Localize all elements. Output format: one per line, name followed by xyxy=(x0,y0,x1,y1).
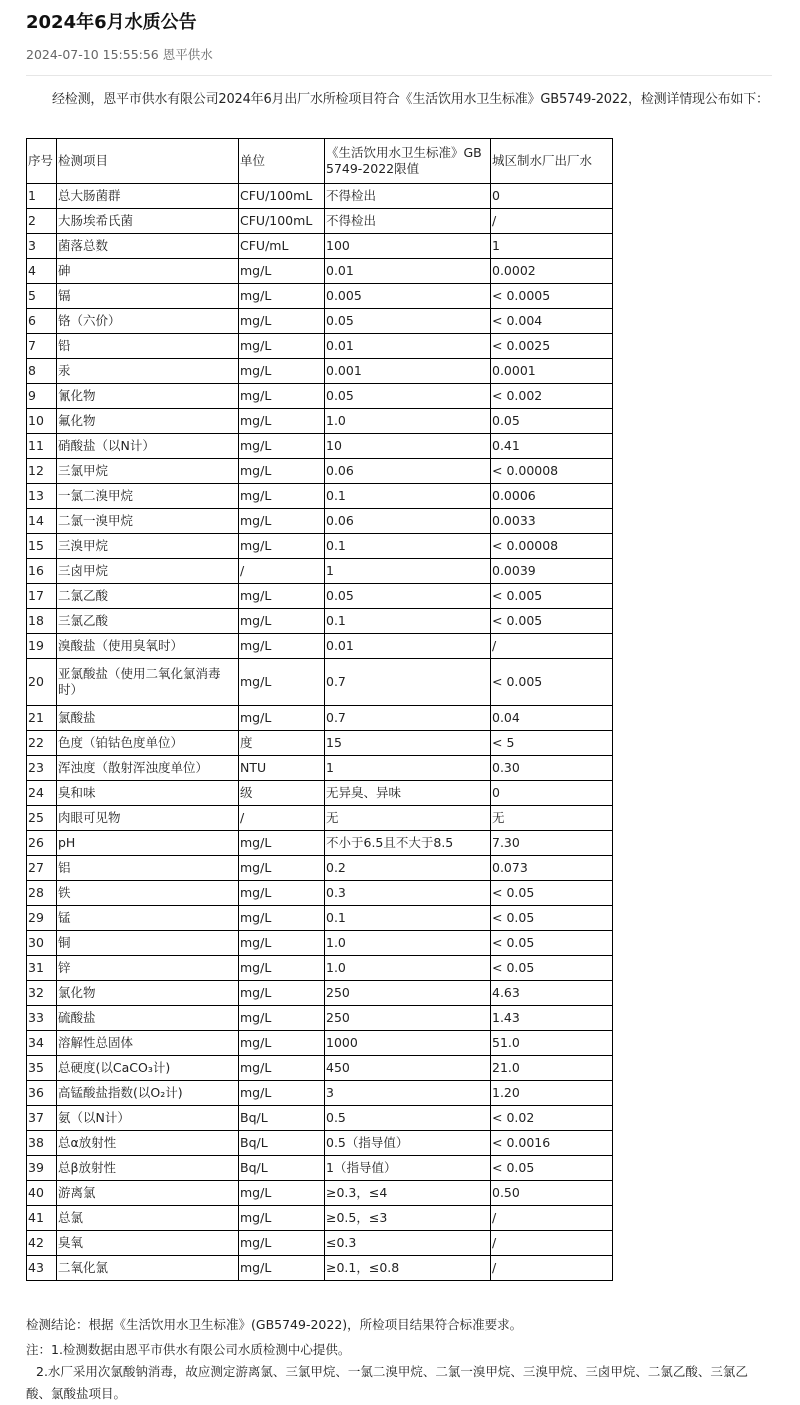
cell-item: 铜 xyxy=(57,931,239,956)
cell-limit: 10 xyxy=(325,434,491,459)
cell-index: 27 xyxy=(27,856,57,881)
cell-index: 11 xyxy=(27,434,57,459)
cell-limit: 1.0 xyxy=(325,931,491,956)
cell-limit: ≤0.3 xyxy=(325,1231,491,1256)
article-title: 2024年6月水质公告 xyxy=(26,12,197,33)
cell-item: 总硬度(以CaCO₃计) xyxy=(57,1056,239,1081)
table-row xyxy=(27,259,613,284)
cell-unit: mg/L xyxy=(239,659,325,706)
table-row xyxy=(27,1206,613,1231)
cell-unit: mg/L xyxy=(239,881,325,906)
table-row xyxy=(27,831,613,856)
header-index: 序号 xyxy=(27,139,57,184)
cell-index: 6 xyxy=(27,309,57,334)
cell-index: 10 xyxy=(27,409,57,434)
cell-unit: mg/L xyxy=(239,484,325,509)
cell-item: 大肠埃希氏菌 xyxy=(57,209,239,234)
cell-result: 0.0033 xyxy=(491,509,613,534)
cell-limit: 0.05 xyxy=(325,384,491,409)
cell-index: 41 xyxy=(27,1206,57,1231)
cell-result: 0.0001 xyxy=(491,359,613,384)
table-row xyxy=(27,359,613,384)
table-row xyxy=(27,931,613,956)
cell-index: 4 xyxy=(27,259,57,284)
table-row xyxy=(27,484,613,509)
cell-limit: 1.0 xyxy=(325,956,491,981)
cell-item: 砷 xyxy=(57,259,239,284)
cell-item: 色度（铂钴色度单位） xyxy=(57,731,239,756)
cell-item: 氯化物 xyxy=(57,981,239,1006)
table-row xyxy=(27,1231,613,1256)
cell-unit: mg/L xyxy=(239,1081,325,1106)
cell-limit: 1 xyxy=(325,756,491,781)
cell-limit: 0.5（指导值） xyxy=(325,1131,491,1156)
cell-unit: mg/L xyxy=(239,956,325,981)
article-meta xyxy=(26,45,213,63)
cell-index: 16 xyxy=(27,559,57,584)
header-standard-limit: 《生活饮用水卫生标准》GB 5749-2022限值 xyxy=(325,139,491,184)
cell-limit: 100 xyxy=(325,234,491,259)
cell-unit: / xyxy=(239,806,325,831)
cell-item: 锰 xyxy=(57,906,239,931)
cell-item: 铁 xyxy=(57,881,239,906)
cell-unit: mg/L xyxy=(239,634,325,659)
cell-item: 臭氧 xyxy=(57,1231,239,1256)
cell-limit: 0.5 xyxy=(325,1106,491,1131)
cell-item: 硫酸盐 xyxy=(57,1006,239,1031)
cell-limit: 0.3 xyxy=(325,881,491,906)
cell-limit: 450 xyxy=(325,1056,491,1081)
table-row xyxy=(27,659,613,706)
cell-result: / xyxy=(491,634,613,659)
table-row xyxy=(27,1156,613,1181)
table-row xyxy=(27,634,613,659)
cell-unit: mg/L xyxy=(239,906,325,931)
cell-item: 三溴甲烷 xyxy=(57,534,239,559)
cell-limit: 0.06 xyxy=(325,509,491,534)
cell-unit: CFU/100mL xyxy=(239,184,325,209)
table-row xyxy=(27,334,613,359)
cell-item: 铝 xyxy=(57,856,239,881)
cell-index: 17 xyxy=(27,584,57,609)
cell-item: 总α放射性 xyxy=(57,1131,239,1156)
table-row xyxy=(27,384,613,409)
cell-result: 0 xyxy=(491,184,613,209)
cell-item: 一氯二溴甲烷 xyxy=(57,484,239,509)
cell-limit: 不小于6.5且不大于8.5 xyxy=(325,831,491,856)
cell-unit: mg/L xyxy=(239,384,325,409)
table-row xyxy=(27,609,613,634)
cell-result: < 0.0005 xyxy=(491,284,613,309)
cell-unit: 度 xyxy=(239,731,325,756)
table-row xyxy=(27,1256,613,1281)
cell-limit: 0.7 xyxy=(325,706,491,731)
cell-unit: mg/L xyxy=(239,1031,325,1056)
cell-index: 25 xyxy=(27,806,57,831)
cell-unit: mg/L xyxy=(239,534,325,559)
cell-index: 13 xyxy=(27,484,57,509)
cell-index: 14 xyxy=(27,509,57,534)
cell-index: 26 xyxy=(27,831,57,856)
cell-item: 二氯乙酸 xyxy=(57,584,239,609)
table-row xyxy=(27,434,613,459)
cell-limit: 250 xyxy=(325,1006,491,1031)
cell-result: 1 xyxy=(491,234,613,259)
cell-result: 0.0006 xyxy=(491,484,613,509)
cell-index: 31 xyxy=(27,956,57,981)
cell-index: 34 xyxy=(27,1031,57,1056)
note-2: 2.水厂采用次氯酸钠消毒，故应测定游离氯、三氯甲烷、一氯二溴甲烷、二氯一溴甲烷、三溴甲烷、三卤甲烷、二氯乙酸、三氯乙酸、氯酸盐项目。 xyxy=(26,1364,748,1401)
cell-unit: mg/L xyxy=(239,1231,325,1256)
header-divider xyxy=(26,75,772,76)
cell-result: < 0.02 xyxy=(491,1106,613,1131)
table-row xyxy=(27,534,613,559)
cell-index: 39 xyxy=(27,1156,57,1181)
cell-item: 三氯甲烷 xyxy=(57,459,239,484)
cell-unit: mg/L xyxy=(239,359,325,384)
cell-unit: mg/L xyxy=(239,609,325,634)
cell-item: 汞 xyxy=(57,359,239,384)
cell-unit: mg/L xyxy=(239,706,325,731)
cell-limit: 0.06 xyxy=(325,459,491,484)
cell-limit: 1000 xyxy=(325,1031,491,1056)
cell-limit: 0.05 xyxy=(325,309,491,334)
cell-index: 29 xyxy=(27,906,57,931)
publisher-name[interactable]: 恩平供水 xyxy=(162,47,213,62)
cell-item: 锌 xyxy=(57,956,239,981)
table-row xyxy=(27,209,613,234)
cell-unit: / xyxy=(239,559,325,584)
table-row xyxy=(27,1081,613,1106)
cell-result: < 0.00008 xyxy=(491,534,613,559)
table-row xyxy=(27,706,613,731)
conclusion-text: 检测结论：根据《生活饮用水卫生标准》(GB5749-2022)，所检项目结果符合标准要求。 xyxy=(26,1317,523,1332)
cell-index: 38 xyxy=(27,1131,57,1156)
cell-item: 氯酸盐 xyxy=(57,706,239,731)
cell-index: 32 xyxy=(27,981,57,1006)
cell-limit: 无 xyxy=(325,806,491,831)
cell-unit: mg/L xyxy=(239,509,325,534)
cell-index: 40 xyxy=(27,1181,57,1206)
cell-result: 0 xyxy=(491,781,613,806)
cell-unit: mg/L xyxy=(239,856,325,881)
header-item: 检测项目 xyxy=(57,139,239,184)
cell-item: 二氧化氯 xyxy=(57,1256,239,1281)
cell-unit: mg/L xyxy=(239,1056,325,1081)
header-plant-result: 城区制水厂出厂水 xyxy=(491,139,613,184)
cell-result: < 0.05 xyxy=(491,1156,613,1181)
note-1: 注：1.检测数据由恩平市供水有限公司水质检测中心提供。 xyxy=(26,1342,351,1357)
cell-result: < 0.002 xyxy=(491,384,613,409)
cell-item: 三卤甲烷 xyxy=(57,559,239,584)
cell-unit: NTU xyxy=(239,756,325,781)
cell-unit: mg/L xyxy=(239,259,325,284)
cell-limit: ≥0.1，≤0.8 xyxy=(325,1256,491,1281)
cell-item: 溶解性总固体 xyxy=(57,1031,239,1056)
cell-index: 30 xyxy=(27,931,57,956)
cell-limit: 0.001 xyxy=(325,359,491,384)
table-header-row xyxy=(27,139,613,184)
cell-unit: 级 xyxy=(239,781,325,806)
cell-index: 28 xyxy=(27,881,57,906)
cell-result: 0.30 xyxy=(491,756,613,781)
notes-section xyxy=(26,1339,772,1405)
table-row xyxy=(27,906,613,931)
cell-result: < 0.005 xyxy=(491,584,613,609)
cell-index: 35 xyxy=(27,1056,57,1081)
cell-item: 氰化物 xyxy=(57,384,239,409)
cell-result: 0.0039 xyxy=(491,559,613,584)
cell-limit: 0.01 xyxy=(325,634,491,659)
cell-item: 氟化物 xyxy=(57,409,239,434)
cell-limit: 0.1 xyxy=(325,484,491,509)
cell-result: 0.073 xyxy=(491,856,613,881)
cell-result: 21.0 xyxy=(491,1056,613,1081)
cell-unit: mg/L xyxy=(239,931,325,956)
cell-limit: 15 xyxy=(325,731,491,756)
cell-limit: 1 xyxy=(325,559,491,584)
cell-result: < 0.005 xyxy=(491,609,613,634)
table-row xyxy=(27,856,613,881)
cell-limit: 0.1 xyxy=(325,906,491,931)
cell-item: 总大肠菌群 xyxy=(57,184,239,209)
cell-index: 18 xyxy=(27,609,57,634)
cell-unit: Bq/L xyxy=(239,1131,325,1156)
cell-item: 二氯一溴甲烷 xyxy=(57,509,239,534)
cell-unit: mg/L xyxy=(239,981,325,1006)
header-unit: 单位 xyxy=(239,139,325,184)
cell-item: 总氯 xyxy=(57,1206,239,1231)
cell-index: 3 xyxy=(27,234,57,259)
cell-index: 33 xyxy=(27,1006,57,1031)
cell-result: < 0.05 xyxy=(491,956,613,981)
cell-item: 铅 xyxy=(57,334,239,359)
cell-limit: 0.7 xyxy=(325,659,491,706)
cell-result: 4.63 xyxy=(491,981,613,1006)
cell-limit: 不得检出 xyxy=(325,209,491,234)
cell-result: < 5 xyxy=(491,731,613,756)
cell-unit: mg/L xyxy=(239,284,325,309)
water-quality-table xyxy=(26,138,613,1281)
cell-item: 总β放射性 xyxy=(57,1156,239,1181)
table-row xyxy=(27,459,613,484)
cell-result: / xyxy=(491,1256,613,1281)
cell-limit: 0.01 xyxy=(325,334,491,359)
table-row xyxy=(27,806,613,831)
cell-index: 15 xyxy=(27,534,57,559)
cell-result: < 0.005 xyxy=(491,659,613,706)
cell-unit: CFU/mL xyxy=(239,234,325,259)
cell-item: 菌落总数 xyxy=(57,234,239,259)
cell-index: 2 xyxy=(27,209,57,234)
cell-unit: mg/L xyxy=(239,584,325,609)
table-row xyxy=(27,1056,613,1081)
cell-result: 0.50 xyxy=(491,1181,613,1206)
cell-result: < 0.0016 xyxy=(491,1131,613,1156)
cell-limit: ≥0.5，≤3 xyxy=(325,1206,491,1231)
cell-unit: mg/L xyxy=(239,409,325,434)
table-row xyxy=(27,781,613,806)
table-row xyxy=(27,409,613,434)
table-row xyxy=(27,559,613,584)
table-row xyxy=(27,284,613,309)
cell-result: 0.04 xyxy=(491,706,613,731)
cell-unit: mg/L xyxy=(239,309,325,334)
cell-result: 1.43 xyxy=(491,1006,613,1031)
cell-item: pH xyxy=(57,831,239,856)
cell-index: 20 xyxy=(27,659,57,706)
cell-unit: mg/L xyxy=(239,831,325,856)
table-row xyxy=(27,731,613,756)
cell-result: / xyxy=(491,1206,613,1231)
cell-unit: CFU/100mL xyxy=(239,209,325,234)
cell-item: 浑浊度（散射浑浊度单位） xyxy=(57,756,239,781)
cell-index: 21 xyxy=(27,706,57,731)
cell-result: < 0.05 xyxy=(491,931,613,956)
cell-index: 24 xyxy=(27,781,57,806)
cell-index: 43 xyxy=(27,1256,57,1281)
table-row xyxy=(27,584,613,609)
cell-result: < 0.05 xyxy=(491,906,613,931)
cell-unit: mg/L xyxy=(239,459,325,484)
publish-timestamp: 2024-07-10 15:55:56 xyxy=(26,47,159,62)
table-row xyxy=(27,981,613,1006)
cell-limit: 0.005 xyxy=(325,284,491,309)
cell-limit: 1.0 xyxy=(325,409,491,434)
cell-index: 12 xyxy=(27,459,57,484)
cell-result: < 0.004 xyxy=(491,309,613,334)
cell-limit: 0.2 xyxy=(325,856,491,881)
cell-item: 高锰酸盐指数(以O₂计) xyxy=(57,1081,239,1106)
cell-index: 5 xyxy=(27,284,57,309)
cell-result: 无 xyxy=(491,806,613,831)
table-row xyxy=(27,184,613,209)
cell-unit: Bq/L xyxy=(239,1156,325,1181)
cell-unit: mg/L xyxy=(239,434,325,459)
cell-result: / xyxy=(491,209,613,234)
cell-limit: 0.01 xyxy=(325,259,491,284)
cell-index: 8 xyxy=(27,359,57,384)
cell-index: 23 xyxy=(27,756,57,781)
cell-unit: mg/L xyxy=(239,1256,325,1281)
table-row xyxy=(27,234,613,259)
cell-limit: 不得检出 xyxy=(325,184,491,209)
table-row xyxy=(27,1031,613,1056)
cell-result: / xyxy=(491,1231,613,1256)
cell-limit: 0.05 xyxy=(325,584,491,609)
table-body xyxy=(27,184,613,1281)
cell-limit: 250 xyxy=(325,981,491,1006)
cell-item: 肉眼可见物 xyxy=(57,806,239,831)
table-row xyxy=(27,1131,613,1156)
cell-item: 铬（六价） xyxy=(57,309,239,334)
cell-result: 7.30 xyxy=(491,831,613,856)
cell-item: 三氯乙酸 xyxy=(57,609,239,634)
cell-item: 游离氯 xyxy=(57,1181,239,1206)
cell-unit: mg/L xyxy=(239,334,325,359)
cell-index: 7 xyxy=(27,334,57,359)
cell-result: < 0.0025 xyxy=(491,334,613,359)
table-row xyxy=(27,881,613,906)
table-row xyxy=(27,1181,613,1206)
cell-unit: mg/L xyxy=(239,1206,325,1231)
cell-result: 0.41 xyxy=(491,434,613,459)
table-row xyxy=(27,1006,613,1031)
table-row xyxy=(27,756,613,781)
table-row xyxy=(27,509,613,534)
cell-index: 36 xyxy=(27,1081,57,1106)
cell-limit: 无异臭、异味 xyxy=(325,781,491,806)
intro-paragraph: 经检测，恩平市供水有限公司2024年6月出厂水所检项目符合《生活饮用水卫生标准》GB5749-2022，检测详情现公布如下： xyxy=(52,92,769,107)
table-row xyxy=(27,956,613,981)
cell-item: 硝酸盐（以N计） xyxy=(57,434,239,459)
cell-index: 19 xyxy=(27,634,57,659)
cell-unit: mg/L xyxy=(239,1181,325,1206)
cell-result: 0.05 xyxy=(491,409,613,434)
cell-item: 氨（以N计） xyxy=(57,1106,239,1131)
cell-result: 0.0002 xyxy=(491,259,613,284)
cell-limit: 0.1 xyxy=(325,534,491,559)
cell-result: 51.0 xyxy=(491,1031,613,1056)
cell-result: 1.20 xyxy=(491,1081,613,1106)
cell-item: 溴酸盐（使用臭氧时） xyxy=(57,634,239,659)
cell-index: 22 xyxy=(27,731,57,756)
cell-unit: mg/L xyxy=(239,1006,325,1031)
cell-item: 亚氯酸盐（使用二氧化氯消毒时） xyxy=(57,659,239,706)
table-row xyxy=(27,309,613,334)
table-row xyxy=(27,1106,613,1131)
cell-unit: Bq/L xyxy=(239,1106,325,1131)
cell-limit: 1（指导值） xyxy=(325,1156,491,1181)
cell-index: 42 xyxy=(27,1231,57,1256)
cell-index: 37 xyxy=(27,1106,57,1131)
cell-limit: 0.1 xyxy=(325,609,491,634)
cell-limit: ≥0.3，≤4 xyxy=(325,1181,491,1206)
cell-item: 臭和味 xyxy=(57,781,239,806)
cell-limit: 3 xyxy=(325,1081,491,1106)
cell-result: < 0.05 xyxy=(491,881,613,906)
cell-result: < 0.00008 xyxy=(491,459,613,484)
cell-index: 1 xyxy=(27,184,57,209)
cell-index: 9 xyxy=(27,384,57,409)
cell-item: 镉 xyxy=(57,284,239,309)
